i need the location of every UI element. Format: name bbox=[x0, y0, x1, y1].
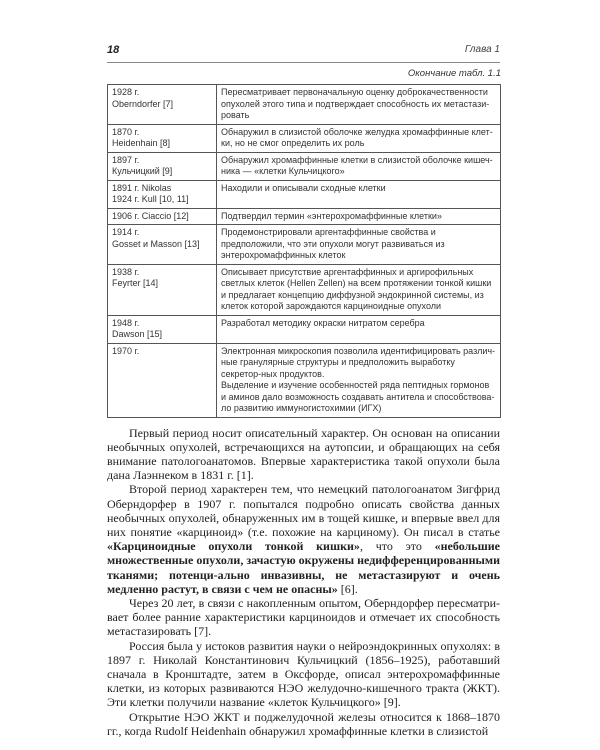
cell-line: 1891 г. Nikolas bbox=[112, 182, 172, 193]
paragraph bbox=[107, 639, 500, 710]
paragraph bbox=[107, 482, 500, 596]
cell-year-author bbox=[108, 85, 217, 125]
cell-description bbox=[217, 152, 501, 180]
running-header bbox=[107, 42, 500, 63]
cell-line: 1914 г. bbox=[112, 227, 140, 237]
cell-year-author bbox=[108, 225, 217, 265]
text-run: Через 20 лет, в связи с накопленным опытом, Оберндорфер пересматри-вает более ранние характеристики карциноидов и отмечает их способность метастазировать [7]. bbox=[107, 595, 500, 639]
table-row bbox=[108, 124, 501, 152]
cell-line: 1870 г. bbox=[112, 126, 140, 137]
cell-line: 1970 г. bbox=[112, 345, 140, 356]
table-row bbox=[108, 85, 501, 125]
cell-paragraph: Разработал методику окраски нитратом серебра bbox=[221, 317, 425, 328]
cell-description bbox=[217, 315, 501, 343]
text-run: Россия была у истоков развития науки о нейроэндокринных опухолях: в 1897 г. Николай Константинович Кульчицкий (1856–1925), работавший сначала в Кронштадте, затем в Оксфорде, описал энтерохромаффинные клетки, из которых развиваются НЭО желудочно-кишечного тракта (ЖКТ). Эти клетки получили название «клеток Кульчицкого» [9]. bbox=[107, 638, 500, 710]
cell-line: 1897 г. bbox=[112, 154, 140, 165]
history-table bbox=[107, 84, 501, 418]
cell-paragraph: Электронная микроскопия позволила идентифицировать различ-ные гранулярные структуры и предположить выработку секретор-ных продуктов. bbox=[221, 345, 496, 379]
cell-year-author bbox=[108, 264, 217, 315]
cell-paragraph: Описывает присутствие аргентаффинных и аргирофильных светлых клеток (Hellen Zellen) на всем протяжении тонкой кишки и предлагает концепцию диффузной эндокринной системы, из клеток которой зарождаются карциноидные опухоли bbox=[221, 266, 492, 311]
cell-paragraph: Обнаружил в слизистой оболочке желудка хромаффинные клет-ки, но не смог определить их роль bbox=[221, 126, 493, 148]
table-row bbox=[108, 208, 501, 225]
bold-quote: «Карциноидные опухоли тонкой кишки» bbox=[107, 539, 360, 554]
text-run: Второй период характерен тем, что немецкий патологоанатом Зигфрид Оберндорфер в 1907 г. попытался подробно описать свойства данных необычных опухолей, обнаруженных им в тощей кишке, и впервые ввел для них понятие «карциноид» (т.е. похожие на карциному). Он писал в статье bbox=[107, 482, 500, 539]
cell-paragraph: Продемонстрировали аргентаффинные свойства и предположили, что эти опухоли могут развиваться из энтерохромаффинных клеток bbox=[221, 227, 445, 260]
cell-description bbox=[217, 225, 501, 265]
cell-paragraph: Пересматривает первоначальную оценку доброкачественности опухолей этого типа и подтверждает способность их метастази-ровать bbox=[221, 87, 490, 120]
paragraph bbox=[107, 426, 500, 483]
cell-line: Dawson [15] bbox=[112, 329, 163, 339]
text-run: [6]. bbox=[337, 581, 358, 596]
cell-line: 1948 г. bbox=[112, 317, 140, 328]
cell-line: Feyrter [14] bbox=[112, 278, 159, 288]
cell-line: 1928 г. bbox=[112, 87, 140, 97]
cell-year-author bbox=[108, 124, 217, 152]
cell-paragraph: Обнаружил хромаффинные клетки в слизистой оболочке кишеч-ника — «клетки Кульчицкого» bbox=[221, 154, 493, 176]
table-row bbox=[108, 264, 501, 315]
table-row bbox=[108, 225, 501, 265]
table-row bbox=[108, 180, 501, 208]
cell-paragraph: Выделение и изучение особенностей ряда пептидных гормонов и аминов дало возможность создавать антитела и способствова-ло развитию иммуногистохимии (ИГХ) bbox=[221, 380, 495, 413]
cell-year-author bbox=[108, 315, 217, 343]
chapter-title: Глава 1 bbox=[464, 44, 500, 55]
cell-description bbox=[217, 85, 501, 125]
cell-description bbox=[217, 343, 501, 417]
cell-line: Gosset и Masson [13] bbox=[112, 238, 200, 249]
text-run: Первый период носит описательный характер. Он основан на описании необычных опухолей, встречающихся на аутопсии, и обращающих на себя внимание патологоанатомов. Впервые характеристика такой опухоли была дана Лаэннеком в 1831 г. [1]. bbox=[107, 425, 500, 483]
table-row bbox=[108, 315, 501, 343]
page-content bbox=[107, 68, 501, 738]
paragraph bbox=[107, 596, 500, 639]
text-run: Открытие НЭО ЖКТ и поджелудочной железы относится к 1868–1870 гг., когда Rudolf Heidenhain обнаружил хромаффинные клетки в слизистой bbox=[107, 709, 500, 738]
cell-line: 1924 г. Kull [10, 11] bbox=[112, 194, 189, 204]
bold-quote: «небольшие множественные опухоли, зачастую окружены недифференцированными тканями; потенци-ально инвазивны, не метастазируют и очень медленно растут, в связи с чем не опасны» bbox=[107, 539, 500, 596]
cell-year-author bbox=[108, 180, 217, 208]
cell-description bbox=[217, 264, 501, 315]
table-caption: Окончание табл. 1.1 bbox=[407, 68, 501, 79]
cell-paragraph: Подтвердил термин «энтерохромаффинные клетки» bbox=[221, 210, 442, 221]
cell-description bbox=[217, 124, 501, 152]
cell-description bbox=[217, 208, 501, 225]
text-run: , что это bbox=[359, 539, 435, 554]
table-row bbox=[108, 152, 501, 180]
page-number: 18 bbox=[107, 44, 120, 56]
cell-line: Кульчицкий [9] bbox=[112, 166, 173, 176]
body-text bbox=[107, 426, 500, 738]
cell-line: 1906 г. Ciaccio [12] bbox=[112, 210, 189, 221]
paragraph bbox=[107, 710, 500, 738]
table-row bbox=[108, 343, 501, 417]
cell-year-author bbox=[108, 208, 217, 225]
cell-description bbox=[217, 180, 501, 208]
cell-line: Heidenhain [8] bbox=[112, 138, 171, 148]
cell-paragraph: Находили и описывали сходные клетки bbox=[221, 182, 386, 193]
cell-year-author bbox=[108, 343, 217, 417]
cell-year-author bbox=[108, 152, 217, 180]
cell-line: Oberndorfer [7] bbox=[112, 98, 174, 109]
cell-line: 1938 г. bbox=[112, 266, 140, 277]
